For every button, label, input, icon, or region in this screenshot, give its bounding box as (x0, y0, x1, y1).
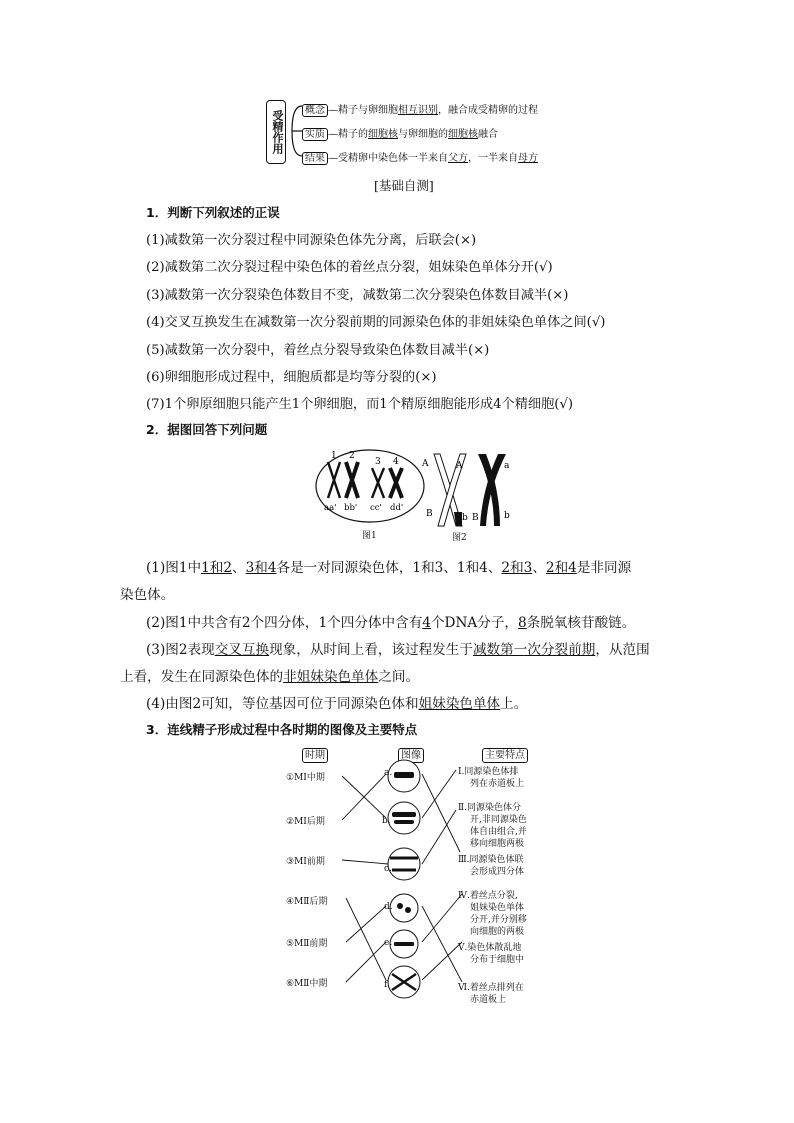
fig2-label: b (462, 513, 468, 523)
q1-item: (2)减数第二次分裂过程中染色体的着丝点分裂，姐妹染色单体分开(√) (146, 260, 553, 275)
image-letter: e. (384, 938, 393, 948)
q2-answer-1 (146, 556, 631, 576)
row-text: ，融合成受精卵的过程 (438, 105, 538, 116)
image-letter: b. (382, 816, 391, 826)
q2-answer-3 (146, 638, 650, 658)
header-image: 图像 (398, 748, 424, 763)
text: (4)由图2可知，等位基因可位于同源染色体和 (146, 696, 419, 712)
q3-title: 3．连线精子形成过程中各时期的图像及主要特点 (146, 722, 418, 737)
feature-5: Ⅴ.染色体散乱地 分布于细胞中 (458, 943, 525, 965)
text: 上看，发生在同源染色体的 (120, 669, 284, 685)
concept-map-root: 受精作用 (266, 100, 286, 164)
figure-1-cell (314, 448, 426, 524)
text: 现象，从时间上看，该过程发生于 (269, 642, 473, 658)
fig1-gene: aa' (324, 503, 337, 513)
row-text: 融合 (478, 129, 498, 140)
q2-title: 2．据图回答下列问题 (146, 422, 268, 437)
q1-item: (5)减数第一次分裂中，着丝点分裂导致染色体数目减半(×) (146, 343, 490, 358)
row-answer: 父方 (448, 153, 468, 164)
q2-answer-1-cont: 染色体。 (120, 587, 175, 603)
row-text: 受精卵中染色体一半来自 (338, 153, 448, 164)
answer: 减数第一次分裂前期 (472, 642, 596, 658)
q2-answer-2 (146, 611, 635, 631)
text: ，从范围 (595, 642, 650, 658)
fig2-label: b (504, 511, 510, 521)
row-text: ，一半来自 (468, 153, 518, 164)
answer: 4 (422, 615, 431, 631)
figure-1-caption: 图1 (362, 531, 377, 541)
figure-2 (416, 450, 516, 542)
figure-2-chromosomes (416, 450, 516, 530)
fig2-label: a (504, 461, 510, 471)
text: 各是一对同源染色体，1和3、1和4、 (276, 560, 502, 576)
q2-answer-3-cont (120, 665, 419, 685)
concept-tag: 概念 (302, 104, 328, 117)
feature-4: Ⅳ.着丝点分裂, 姐妹染色单体 分开,并分别移 向细胞的两极 (458, 891, 527, 937)
fig1-num: 4 (393, 457, 399, 467)
fig2-label: A (422, 459, 429, 469)
text: 、 (232, 560, 246, 576)
fig2-label: B (472, 513, 479, 523)
text: (3)图2表现 (146, 642, 215, 658)
q1-item: (4)交叉互换发生在减数第一次分裂前期的同源染色体的非姐妹染色单体之间(√) (146, 315, 606, 330)
text: (2)图1中共含有2个四分体，1个四分体中含有 (146, 615, 423, 631)
matching-diagram (280, 746, 550, 1016)
fig1-gene: dd' (390, 503, 404, 513)
period-label: ④MⅡ后期 (286, 897, 328, 907)
feature-2: Ⅱ.同源染色体分 开,非同源染色 体自由组合,并 移向细胞两极 (458, 803, 527, 849)
period-label: ⑥MⅡ中期 (286, 979, 328, 989)
row-answer: 母方 (518, 153, 538, 164)
image-letter: d. (384, 902, 393, 912)
row-text: 精子与卵细胞 (338, 105, 398, 116)
answer: 2和4 (545, 560, 577, 576)
answer: 交叉互换 (214, 642, 270, 658)
feature-6: Ⅵ.着丝点排列在 赤道板上 (458, 983, 524, 1005)
row-answer: 相互识别 (398, 105, 438, 116)
figure-1 (314, 448, 426, 540)
concept-row-2: 实质 —精子的细胞核与卵细胞的细胞核融合 (302, 122, 498, 141)
concept-row-1: 概念 —精子与卵细胞相互识别，融合成受精卵的过程 (302, 98, 538, 117)
answer: 姐妹染色单体 (418, 696, 501, 712)
fig1-gene: bb' (344, 503, 358, 513)
answer: 8 (517, 615, 527, 631)
row-answer: 细胞核 (368, 129, 398, 140)
image-letter: c. (384, 864, 392, 874)
text: (1)图1中 (146, 560, 202, 576)
feature-3: Ⅲ.同源染色体联 会形成四分体 (458, 855, 525, 877)
text: 个DNA分子， (430, 615, 518, 631)
image-letter: f. (384, 980, 390, 990)
answer: 非姐妹染色单体 (283, 669, 379, 685)
feature-1: Ⅰ.同源染色体排 列在赤道板上 (458, 767, 525, 789)
text: 条脱氧核苷酸链。 (526, 615, 636, 631)
fig1-num: 2 (349, 451, 355, 461)
period-label: ③MⅠ前期 (286, 857, 325, 867)
fig1-gene: cc' (370, 503, 382, 513)
period-label: ①MⅠ中期 (286, 773, 325, 783)
image-letter: a. (384, 768, 393, 778)
q1-title: 1．判断下列叙述的正误 (146, 205, 280, 220)
q1-item: (3)减数第一次分裂染色体数目不变，减数第二次分裂染色体数目减半(×) (146, 288, 569, 303)
q1-item: (6)卵细胞形成过程中，细胞质都是均等分裂的(×) (146, 370, 437, 385)
answer: 3和4 (245, 560, 277, 576)
row-answer: 细胞核 (448, 129, 478, 140)
row-text: 精子的 (338, 129, 368, 140)
text: 上。 (500, 696, 528, 712)
concept-row-3: 结果 —受精卵中染色体一半来自父方，一半来自母方 (302, 146, 538, 165)
concept-tag: 实质 (302, 128, 328, 141)
text: 是非同源 (576, 560, 632, 576)
text: 之间。 (378, 669, 420, 685)
fig2-label: B (426, 509, 433, 519)
fig1-num: 3 (375, 457, 381, 467)
q1-item: (7)1个卵原细胞只能产生1个卵细胞，而1个精原细胞能形成4个精细胞(√) (146, 397, 573, 412)
header-period: 时期 (302, 748, 328, 763)
row-text: 与卵细胞的 (398, 129, 448, 140)
fig2-label: A (456, 461, 463, 471)
concept-map (262, 96, 562, 166)
period-label: ⑤MⅡ前期 (286, 939, 328, 949)
answer: 2和3 (501, 560, 533, 576)
figure-2-caption: 图2 (452, 533, 467, 543)
q2-answer-4 (146, 692, 527, 712)
period-label: ②MⅠ后期 (286, 817, 325, 827)
fig1-num: 1 (331, 451, 337, 461)
q1-item: (1)减数第一次分裂过程中同源染色体先分离，后联会(×) (146, 233, 477, 248)
concept-tag: 结果 (302, 152, 328, 165)
answer: 1和2 (201, 560, 232, 576)
header-feature: 主要特点 (482, 748, 528, 763)
section-title: [基础自测] (374, 178, 434, 193)
text: 、 (532, 560, 546, 576)
